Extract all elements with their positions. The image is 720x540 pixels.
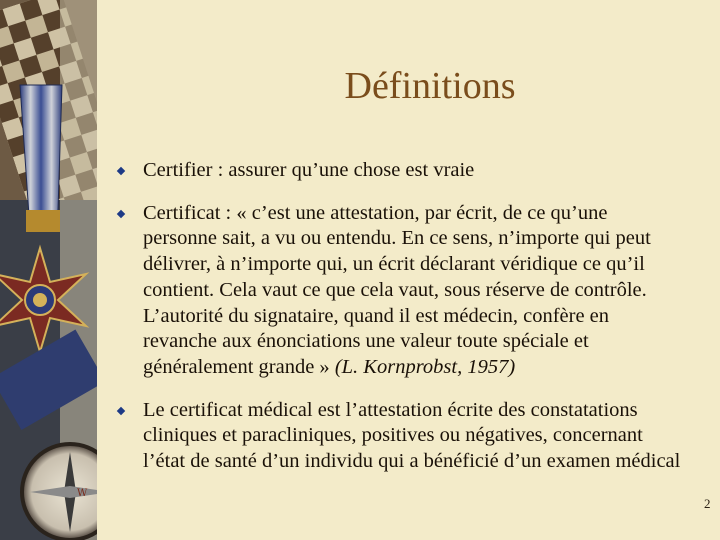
compass-icon	[22, 444, 97, 540]
medal-photo-image	[0, 0, 97, 540]
slide-title: Définitions	[344, 65, 516, 107]
bullet-item-certificat	[116, 201, 686, 381]
bullet-list	[116, 158, 686, 475]
bullet-item-certifier	[116, 158, 686, 184]
svg-text:W: W	[77, 488, 88, 499]
bullet-citation: (L. Kornprobst, 1957)	[334, 355, 516, 378]
diamond-bullet-icon	[117, 209, 125, 217]
bullet-item-certificat-medical	[116, 398, 686, 475]
page-number: 2	[704, 496, 711, 511]
diamond-bullet-icon	[117, 167, 125, 175]
bullet-text: Certifier : assurer qu’une chose est vraie	[143, 159, 475, 181]
bullet-text: Le certificat médical est l’attestation écrite des constatations cliniques et paracliniques, positives ou négatives, concernant l’état de santé d’un individu qui a bénéficié d’un examen médical	[143, 398, 681, 473]
diamond-bullet-icon	[117, 406, 125, 414]
bullet-text: Certificat : « c’est une attestation, par écrit, de ce qu’une personne sait, a vu ou entendu. En ce sens, n’importe qui peut délivrer, à n’importe qui, un écrit déclarant véridique ce qu’il contient. Cela vaut ce que cela vaut, sous réserve de contrôle. L’autorité du signataire, quand il est médecin, confère en revanche aux énonciations une valeur toute spéciale et généralement grande »	[143, 201, 651, 378]
